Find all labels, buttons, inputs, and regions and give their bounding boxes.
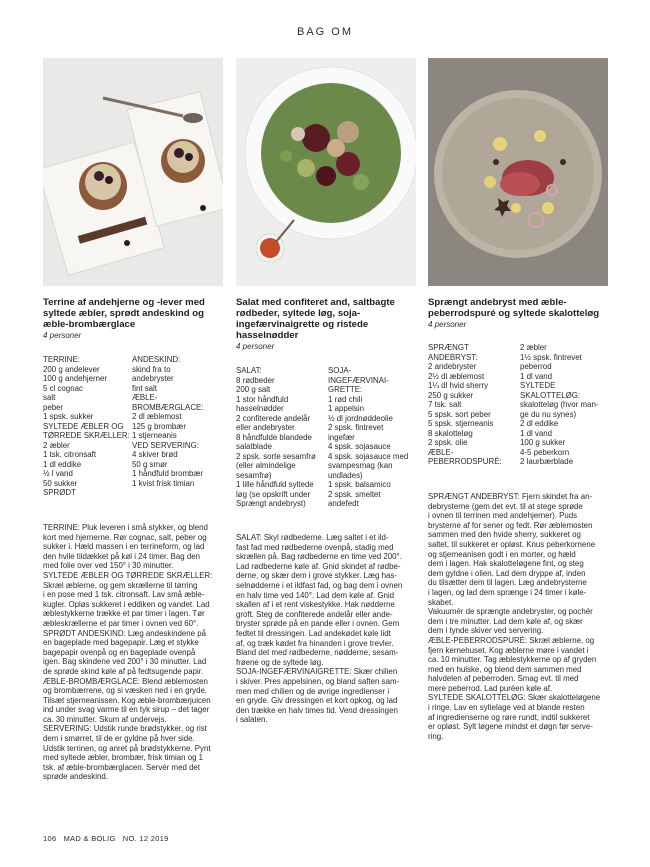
duck-breast-photo — [428, 58, 608, 286]
servings: 4 personer — [43, 331, 82, 340]
recipe-title: Salat med confiteret and, saltbagte rødbeder, syltede løg, soja- ingefærvinaigrette og ristede hasselnødder — [236, 297, 395, 341]
recipe-title: Sprængt andebryst med æble- peberrodspuré og syltede skalotteløg — [428, 297, 600, 319]
ingredients-left: TERRINE: 200 g andelever 100 g andehjerner 5 cl cognac salt peber 1 spsk. sukker SYLTEDE ÆBLER OG TØRREDE SKRÆLLER: 2 æbler 1 tsk. citronsaft 1 dl eddike ½ l vand 50 sukker SPRØDT — [43, 355, 130, 497]
recipe-2-heading — [236, 297, 416, 352]
recipe-instructions: SPRÆNGT ANDEBRYST: Fjern skindet fra an- debrysterne (gem det evt. til at stege sprøde i ovnen til terrinen med andehjerner). Puds brysterne af for sener og fedt. Rør æblemosten sammen med den hvide sherry, sukkeret og saltet, til sukkeret er opløst. Knus peberkornene og stjerneanisen godt i en morter, og hæld dem i lagen. Hak skalotteløgene fint, og steg dem gyldne i olien. Lad dem dryppe af, inden du tilsætter dem til lagen. Læg andebrysterne i lagen, og lad dem sprænge i 24 timer i køle- skabet. Vakuumér de sprængte andebryster, og pochér dem i tre minutter. Lad dem køle af, og skær dem i tynde skiver ved servering. ÆBLE-PEBERRODSPURÉ: Skræl æblerne, og fjern kernehuset. Kog æblerne møre i vandet i ca. 10 minutter. Tag æblestykkerne op af gryden med en hulske, og blend dem sammen med halvdelen af peberroden. Smag evt. til med mere peberrod. Lad puréen køle af. SYLTEDE SKALOTTELØG: Skær skalotteløgene i ringe. Lav en syltelage ved at blande resten af ingredienserne og røre rundt, indtil sukkeret er opløst. Sylt løgene mindst et døgn før serve- ring. — [428, 492, 601, 741]
section-header: BAG OM — [296, 26, 353, 38]
ingredients-left: SALAT: 8 rødbeder 200 g salt 1 stor håndfuld hasselnødder 2 confiterede andelår eller andebryster 8 håndfulde blandede salatblade 2 spsk. sorte sesamfrø (eller almindelige sesamfrø) 1 lille håndfuld syltede løg (se opskrift under Sprængt andebryst) — [236, 366, 316, 508]
page-footer: 106 MAD & BOLIG NO. 12 2019 — [43, 834, 169, 843]
ingredients-right: ANDESKIND: skind fra to andebryster fint salt ÆBLE- BROMBÆRGLACE: 2 dl æblemost 125 g brombær 1 stjerneanis VED SERVERING: 4 skiver brød 50 g smør 1 håndfuld brombær 1 kvist frisk timian — [132, 355, 204, 488]
salad-photo — [236, 58, 416, 286]
recipe-instructions: TERRINE: Pluk leveren i små stykker, og blend kort med hjernerne. Rør cognac, salt, peber og sukker i. Hæld massen i en terrineform, og lad den hvile tildækket på køl i 24 timer. Bag den med folie over ved 150° i 30 minutter. SYLTEDE ÆBLER OG TØRREDE SKRÆLLER: Skræl æblerne, og gem skrællerne til tørring i en pose med 1 tsk. citronsaft. Lav små æble- kugler. Opløs sukkeret i eddiken og vandet. Lad æblestykkerne trække et par timer i lagen. Tør æbleskrællerne et par timer i ovnen ved 60°. SPRØDT ANDESKIND: Læg andeskindene på en bageplade med bagepapir. Læg et stykke bagepapir ovenpå og en bageplade ovenpå igen. Bag skindene ved 200° i 30 minutter. Lad de sprøde skind køle af på fedtsugende papir. ÆBLE-BROMBÆRGLACE: Blend æblemosten og brombærrene, og si væsken ned i en gryde. Tilsæt stjerneanissen. Kog æble-brombærjuicen ind under svag varme til en tyk sirup – det tager ca. 30 minutter. Skum af undervejs. SERVERING: Udstik runde brødstykker, og rist dem i smørret, til de er gyldne på hver side. Udstik terrinen, og anret på brødstykkerne. Pynt med syltede æbler, brombær, frisk timian og 1 tsk. af æble-brombærglacen. Servér med det sprøde andeskind. — [43, 523, 213, 782]
recipe-1-heading — [43, 297, 223, 341]
ingredients-right: SOJA- INGEFÆRVINAI- GRETTE: 1 rød chili 1 appelsin ½ dl jordnøddeolie 2 spsk. fintrevet ingefær 4 spsk. sojasauce 4 spsk. sojasauce med svampesmag (kan undlades) 1 spsk. balsamico 2 spsk. smeltet andefedt — [328, 366, 409, 508]
ingredients-right: 2 æbler 1½ spsk. fintrevet peberrod 1 dl vand SYLTEDE SKALOTTELØG: skalotteløg (hvor man- ge du nu synes) 2 dl eddike 1 dl vand 100 g sukker 4-5 peberkorn 2 laurbærblade — [520, 343, 599, 466]
recipe-3-heading — [428, 297, 608, 330]
servings: 4 personer — [236, 342, 275, 351]
servings: 4 personer — [428, 320, 467, 329]
ingredients-left: SPRÆNGT ANDEBRYST: 2 andebryster 2½ dl æblemost 1¼ dl hvid sherry 250 g sukker 7 tsk. salt 5 spsk. sort peber 5 spsk. stjerneanis 8 skalotteløg 2 spsk. olie ÆBLE- PEBERRODSPURÉ: — [428, 343, 502, 466]
terrine-photo — [43, 58, 223, 286]
recipe-title: Terrine af andehjerne og -lever med syltede æbler, sprødt andeskind og æble-brombærglace — [43, 297, 205, 330]
recipe-instructions: SALAT: Skyl rødbederne. Læg saltet i et ild- fast fad med rødbederne ovenpå, stadig med skrællen på. Bag rødbederne en time ved 200°. Lad rødbederne køle af. Gnid skindet af rødbe- derne, og skær dem i grove stykker. Læg has- selnødderne i et ildfast fad, og bag dem i ovnen en halv time ved 140°. Lad dem køle af. Gnid skallen af i et rent viskestykke. Hak nødderne groft. Steg de confiterede andelår eller ande- bryster sprøde på en pande eller i ovnen. Gem fedtet til dressingen. Lad andekødet køle lidt af, og træk kødet fra hinanden i grove trevler. Bland det med rødbederne, nødderne, sesam- frøene og de syltede løg. SOJA-INGEFÆRVINAIGRETTE: Skær chilien i skiver. Pres appelsinen, og bland saften sam- men med chilien og de øvrige ingredienser i en gryde. Giv dressingen et kort opkog, og lad den trække en halv times tid. Vend dressingen i salaten. — [236, 533, 403, 725]
